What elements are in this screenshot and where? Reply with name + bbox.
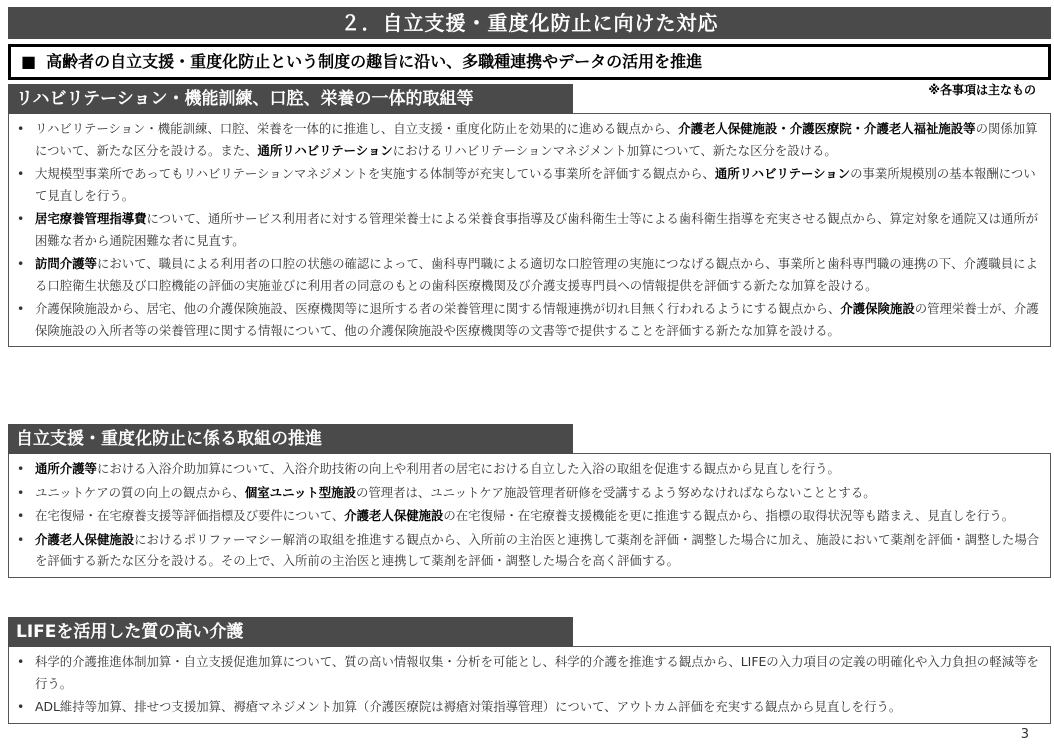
body-text: において、職員による利用者の口腔の状態の確認によって、歯科専門職による適切な口腔管理の実施につなげる観点から、事業所と歯科専門職の連携の下、介護職員による口腔衛生状態及び口腔機能の評価の実施並びに利用者の同意のもとの歯科医療機関及び介護支援専門員への情報提供を評価する新たな加算を設ける。 — [35, 256, 1038, 293]
section-heading: 自立支援・重度化防止に係る取組の推進 — [8, 424, 573, 454]
emphasized-text: 通所介護等 — [35, 461, 97, 476]
bullet-list — [8, 647, 1051, 724]
body-text: 大規模型事業所であってもリハビリテーションマネジメントを実施する体制等が充実している事業所を評価する観点から、 — [35, 166, 715, 181]
square-bullet-icon: ■ — [21, 52, 37, 71]
body-text: の関係加算について、新たな区分を設ける。また、 — [35, 121, 1038, 158]
body-text: 介護保険施設から、居宅、他の介護保険施設、医療機関等に退所する者の栄養管理に関する情報連携が切れ目無く行われるようにする観点から、 — [35, 301, 841, 316]
bullet-list — [8, 114, 1051, 347]
bullet-item — [35, 482, 1042, 504]
body-text: ユニットケアの質の向上の観点から、 — [35, 484, 245, 500]
emphasized-text: 介護保険施設 — [840, 301, 915, 316]
emphasized-text: 介護老人保健施設 — [344, 508, 444, 523]
bullet-item — [35, 505, 1042, 527]
lead-statement: 高齢者の自立支援・重度化防止という制度の趣旨に沿い、多職種連携やデータの活用を推進 — [46, 52, 703, 71]
emphasized-text: 通所リハビリテーション — [714, 166, 851, 181]
body-text: の管理栄養士が、介護保険施設の入所者等の栄養管理に関する情報について、他の介護保険施設や医療機関等の文書等で提供することを評価する新たな加算を設ける。 — [35, 301, 1039, 338]
body-text: におけるリハビリテーションマネジメント加算について、新たな区分を設ける。 — [392, 142, 837, 158]
emphasized-text: 介護老人保健施設 — [35, 531, 135, 547]
emphasized-text: 通所リハビリテーション — [257, 142, 393, 158]
section-life-quality-care — [8, 617, 1051, 724]
section-header — [8, 617, 1051, 647]
bullet-item — [35, 118, 1042, 161]
body-text: における入浴介助加算について、入浴介助技術の向上や利用者の居宅における自立した入浴の取組を促進する観点から見直しを行う。 — [96, 461, 840, 476]
bullet-list — [8, 454, 1051, 578]
emphasized-text: 個室ユニット型施設 — [244, 484, 356, 500]
section-independence-support — [8, 424, 1051, 578]
section-header — [8, 424, 1051, 454]
body-text: リハビリテーション・機能訓練、口腔、栄養を一体的に推進し、自立支援・重度化防止を効果的に進める観点から、 — [35, 121, 679, 136]
bullet-item — [35, 529, 1042, 572]
section-heading: リハビリテーション・機能訓練、口腔、栄養の一体的取組等 — [8, 84, 573, 114]
body-text: におけるポリファーマシー解消の取組を推進する観点から、入所前の主治医と連携して薬剤を評価・調整した場合に加え、施設において薬剤を評価・調整した場合を評価する新たな区分を設ける。その上で、入所前の主治医と連携して薬剤を評価・調整した場合を高く評価する。 — [35, 531, 1040, 568]
bullet-item — [35, 298, 1042, 341]
footnote-main-items: ※各事項は主なもの — [928, 83, 1036, 97]
section-heading: LIFEを活用した質の高い介護 — [8, 617, 573, 647]
bullet-item — [35, 458, 1042, 480]
section-rehabilitation — [8, 84, 1051, 347]
emphasized-text: 訪問介護等 — [35, 256, 97, 271]
bullet-item — [35, 651, 1042, 694]
bullet-item — [35, 253, 1042, 296]
bullet-item — [35, 696, 1042, 718]
body-text: 科学的介護推進体制加算・自立支援促進加算について、質の高い情報収集・分析を可能とし、科学的介護を推進する観点から、LIFEの入力項目の定義の明確化や入力負担の軽減等を行う。 — [35, 654, 1039, 691]
emphasized-text: 介護老人保健施設・介護医療院・介護老人福祉施設等 — [678, 121, 976, 136]
lead-statement-box — [8, 44, 1051, 80]
page-number: 3 — [1020, 727, 1029, 742]
body-text: の事業所規模別の基本報酬について見直しを行う。 — [35, 166, 1036, 203]
emphasized-text: 居宅療養管理指導費 — [35, 211, 147, 226]
section-header — [8, 84, 1051, 114]
page-title: ２．自立支援・重度化防止に向けた対応 — [8, 7, 1051, 39]
body-text: の管理者は、ユニットケア施設管理者研修を受講するよう努めなければならないこととする。 — [355, 484, 876, 500]
body-text: について、通所サービス利用者に対する管理栄養士による栄養食事指導及び歯科衛生士等による歯科衛生指導を充実させる観点から、算定対象を通院又は通所が困難な者から通院困難な者に見直す。 — [35, 211, 1039, 248]
bullet-item — [35, 163, 1042, 206]
body-text: の在宅復帰・在宅療養支援機能を更に推進する観点から、指標の取得状況等も踏まえ、見直しを行う。 — [443, 508, 1015, 523]
bullet-item — [35, 208, 1042, 251]
body-text: 在宅復帰・在宅療養支援等評価指標及び要件について、 — [35, 508, 345, 523]
body-text: ADL維持等加算、排せつ支援加算、褥瘡マネジメント加算（介護医療院は褥瘡対策指導管理）について、アウトカム評価を充実する観点から見直しを行う。 — [35, 699, 902, 714]
